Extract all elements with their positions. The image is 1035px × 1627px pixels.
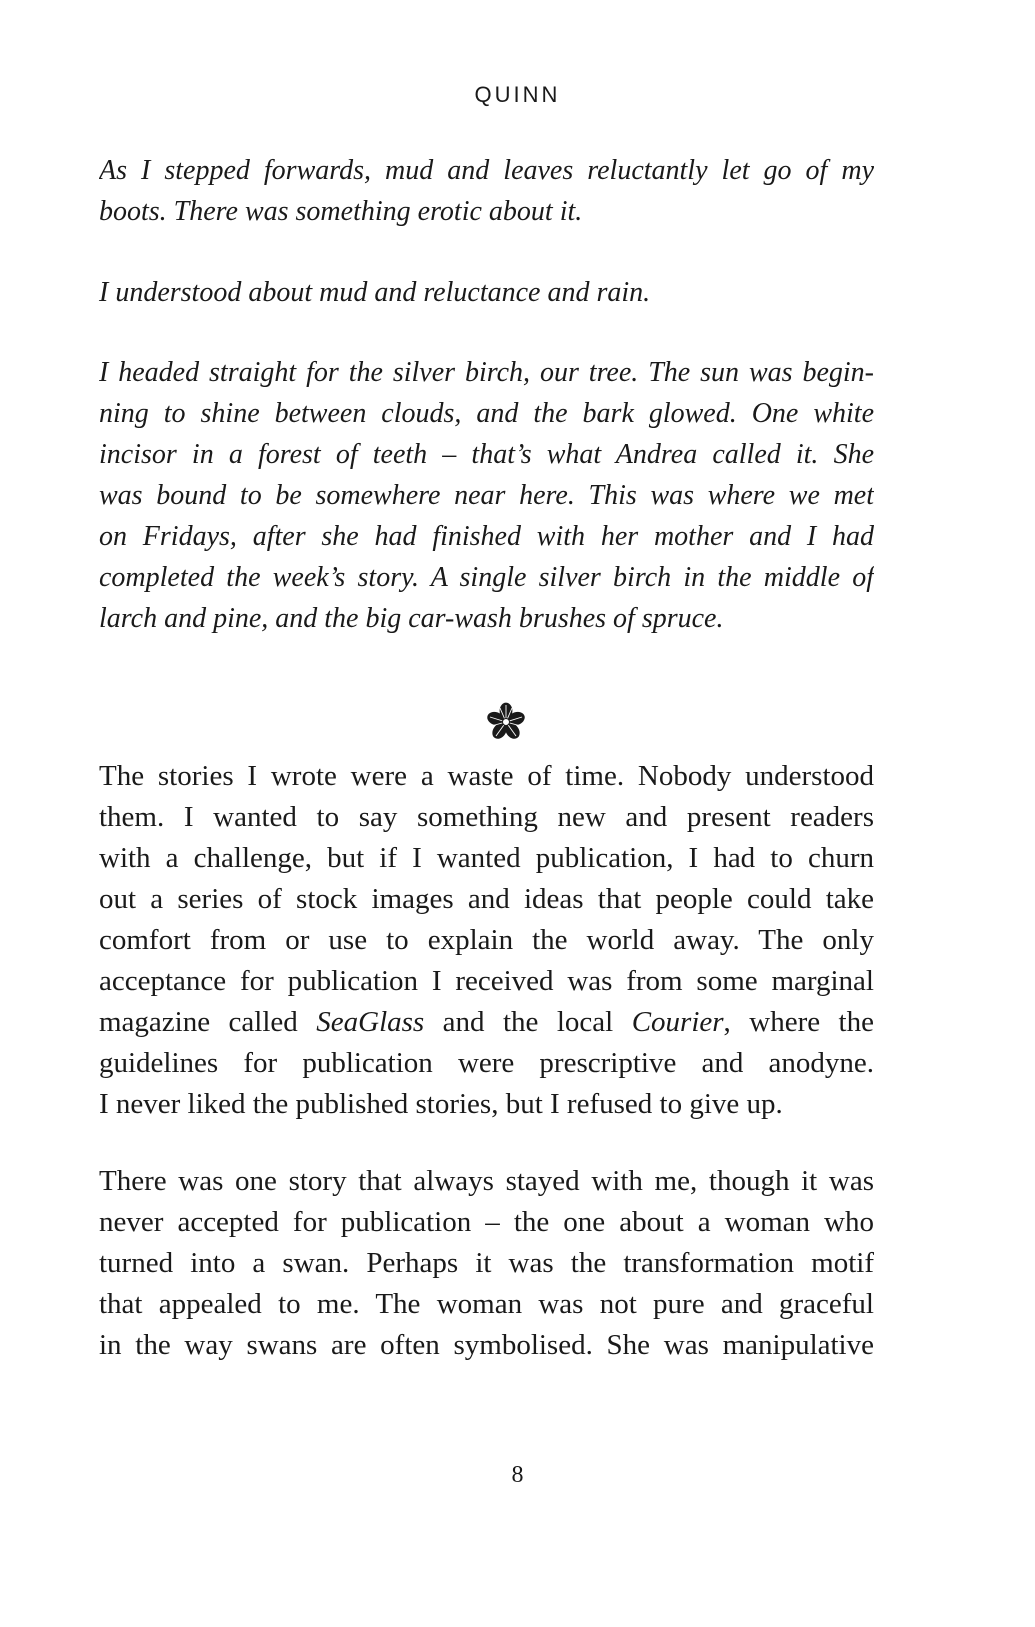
running-head: QUINN (474, 82, 561, 107)
text-line: comfort from or use to explain the world away. The only (99, 924, 874, 956)
text-line: on Fridays, after she had finished with her mother and I had (99, 521, 874, 552)
text-line (99, 1002, 874, 1043)
text-line: was bound to be somewhere near here. This was where we met (99, 480, 874, 511)
text-line: them. I wanted to say something new and present readers (99, 801, 874, 833)
text-line: larch and pine, and the big car-wash brushes of spruce. (99, 603, 724, 634)
text-line: guidelines for publication were prescriptive and anodyne. (99, 1047, 874, 1079)
text-line: boots. There was something erotic about it. (99, 196, 583, 227)
body-paragraph-1 (99, 756, 874, 1125)
text-line: completed the week’s story. A single silver birch in the middle of (99, 562, 874, 593)
italic-paragraph-1 (99, 150, 874, 232)
text-line: As I stepped forwards, mud and leaves reluctantly let go of my (99, 155, 874, 186)
newspaper-title: Courier (631, 1006, 724, 1038)
text-line: turned into a swan. Perhaps it was the transformation motif (99, 1247, 874, 1279)
text-line: acceptance for publication I received was from some marginal (99, 965, 874, 997)
text-run: magazine called (99, 1006, 317, 1038)
text-line: The stories I wrote were a waste of time. Nobody understood (99, 760, 874, 792)
text-line: I understood about mud and reluctance and rain. (99, 277, 651, 308)
text-line: There was one story that always stayed with me, though it was (99, 1165, 874, 1197)
text-run: and the local (424, 1006, 632, 1038)
text-line: incisor in a forest of teeth – that’s what Andrea called it. She (99, 439, 874, 470)
text-line: I never liked the published stories, but I refused to give up. (99, 1088, 783, 1120)
italic-paragraph-3 (99, 352, 874, 639)
italic-paragraph-2 (99, 272, 874, 313)
text-line: that appealed to me. The woman was not pure and graceful (99, 1288, 874, 1320)
text-line: out a series of stock images and ideas that people could take (99, 883, 874, 915)
text-run: , where the (723, 1006, 874, 1038)
text-line: I headed straight for the silver birch, our tree. The sun was begin- (99, 357, 874, 388)
text-line: in the way swans are often symbolised. She was manipulative (99, 1329, 874, 1361)
magazine-title: SeaGlass (316, 1006, 425, 1038)
text-line: with a challenge, but if I wanted publication, I had to churn (99, 842, 874, 874)
text-line: never accepted for publication – the one about a woman who (99, 1206, 874, 1238)
flower-ornament-icon (486, 702, 526, 742)
page-number: 8 (511, 1462, 524, 1488)
body-paragraph-2 (99, 1161, 874, 1366)
text-line: ning to shine between clouds, and the bark glowed. One white (99, 398, 874, 429)
